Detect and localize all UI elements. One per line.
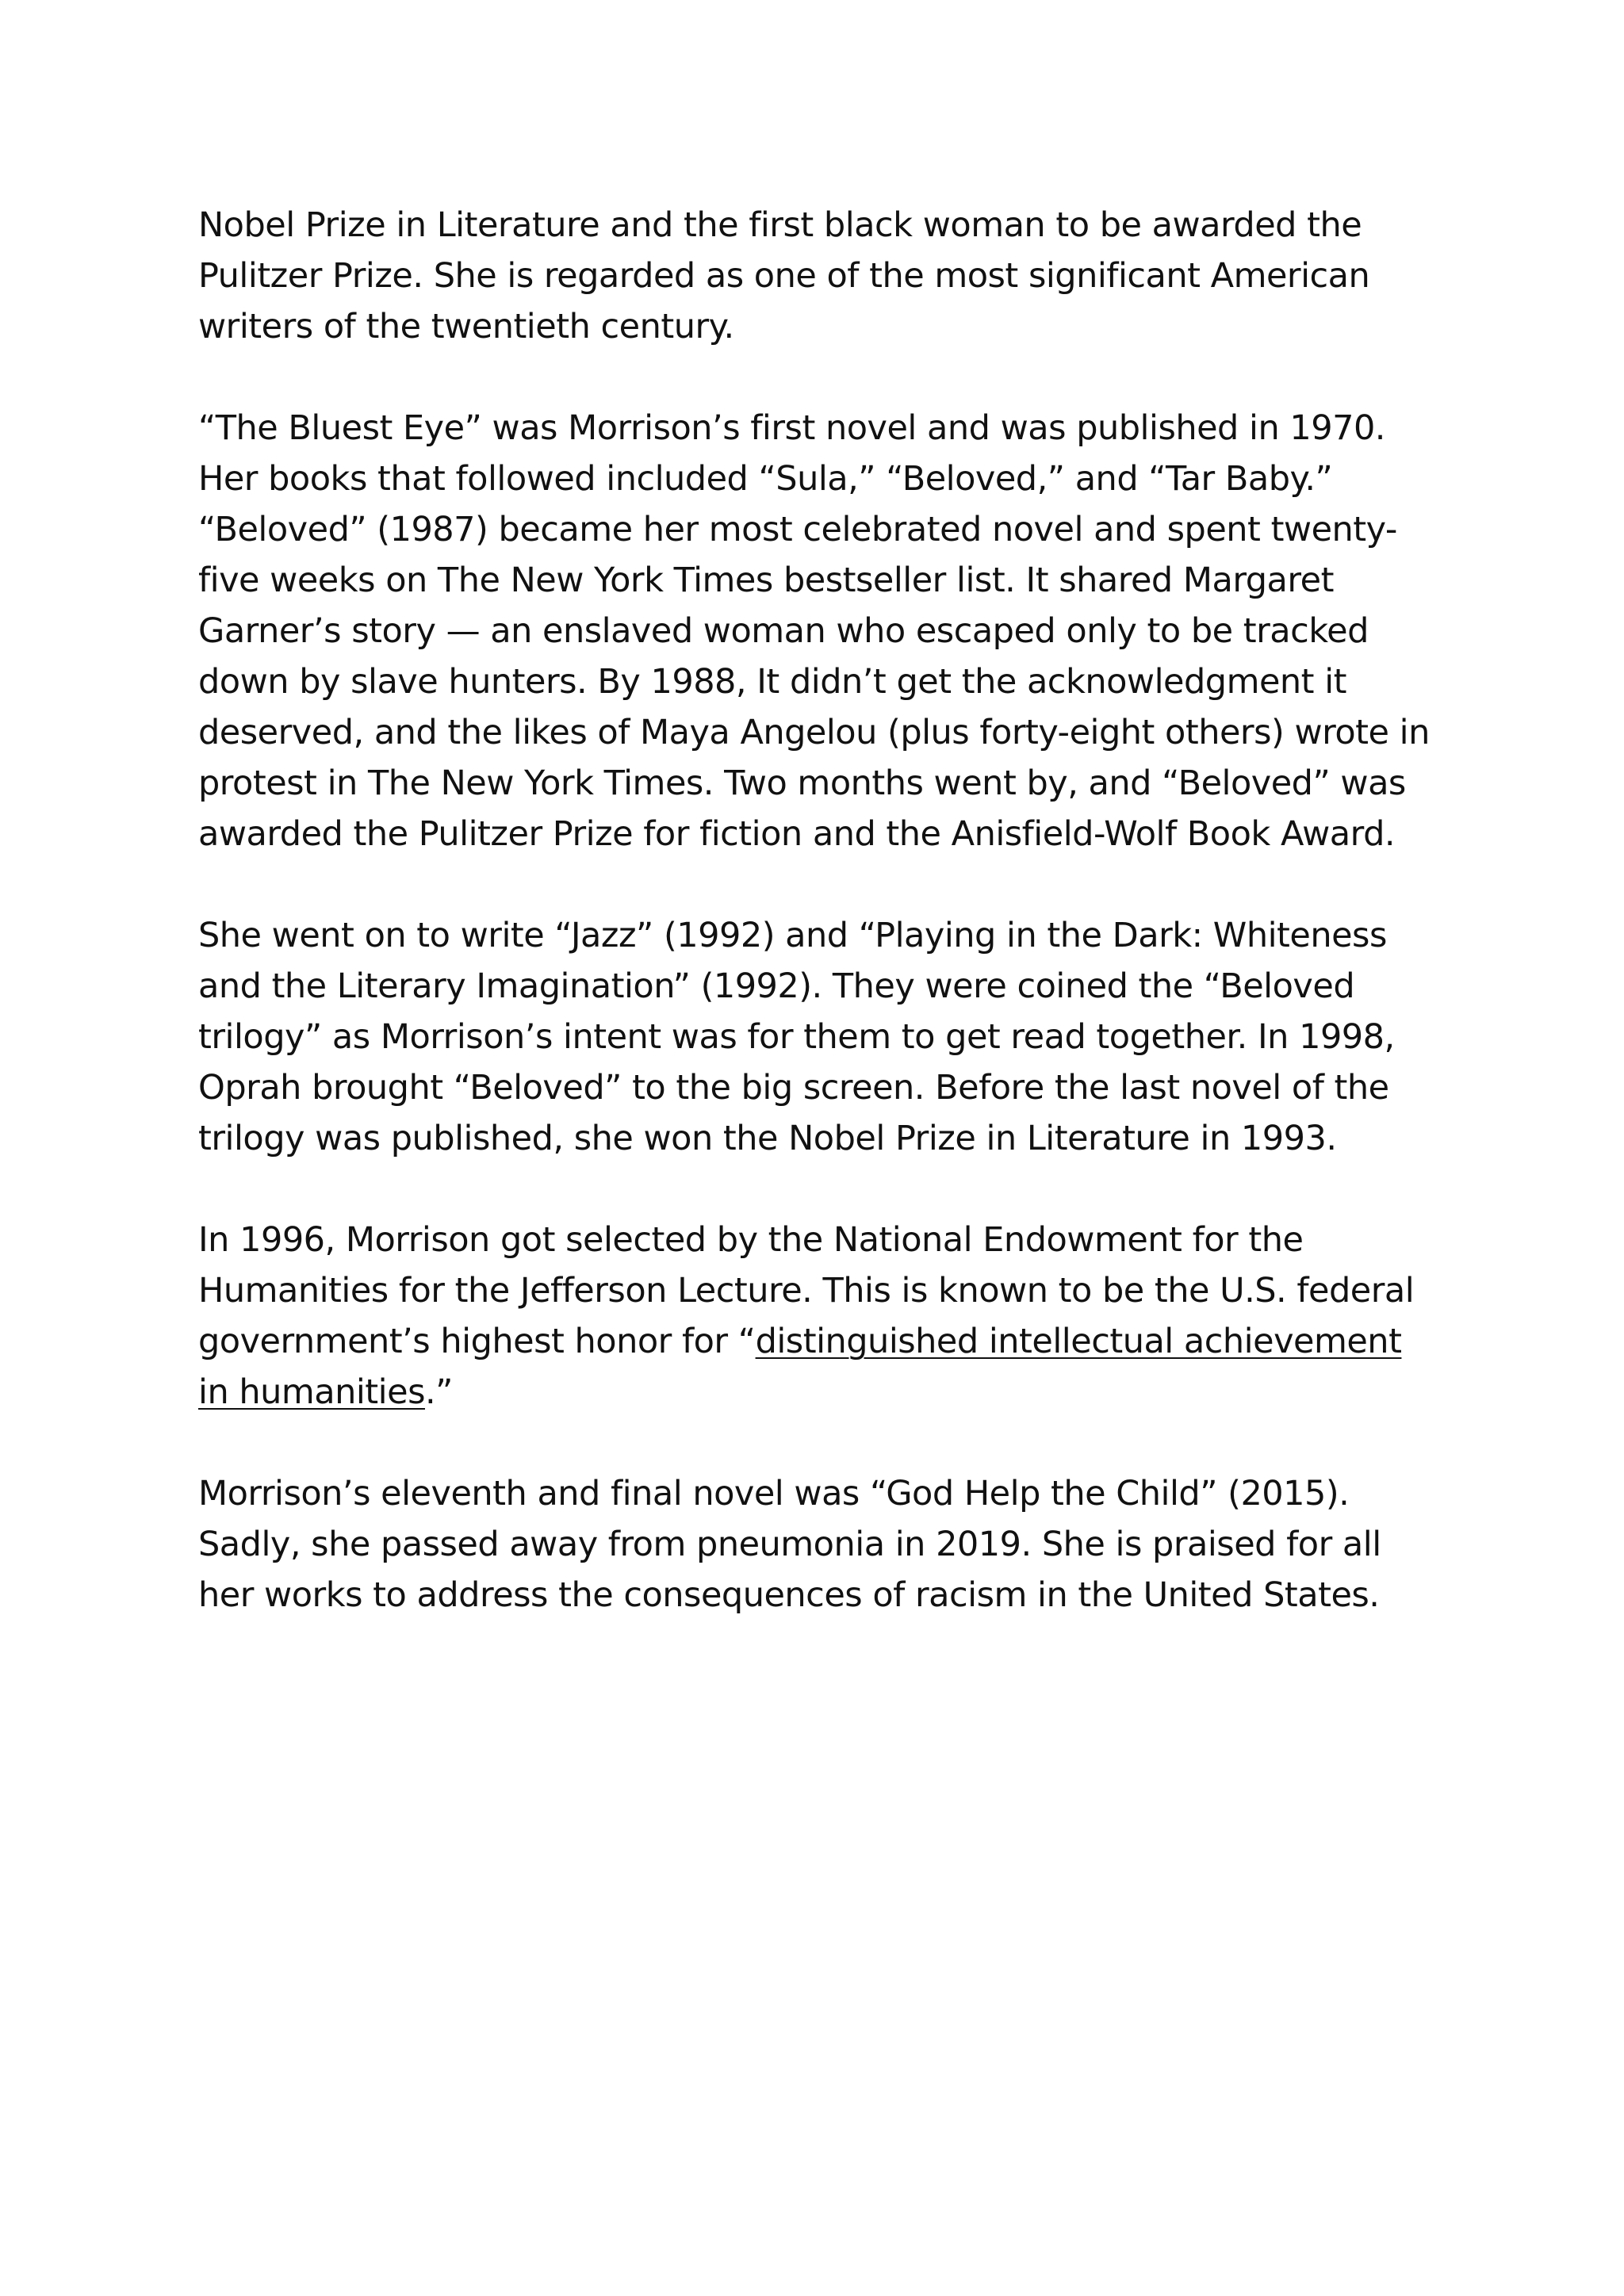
paragraph-3: She went on to write “Jazz” (1992) and “Playing in the Dark: Whiteness and the Literary Imagination” (1992). They were coined the “Beloved trilogy” as Morrison’s intent was for them to get read together. In 1998, Oprah brought “Beloved” to the big screen. Before the last novel of the trilogy was published, she won the Nobel Prize in Literature in 1993. [198, 916, 1395, 1158]
humanities-link[interactable]: distinguished intellectual achievement in humanities [198, 1322, 1402, 1412]
paragraph-4 [198, 1215, 1435, 1418]
paragraph-4-text-before: In 1996, Morrison got selected by the National Endowment for the Humanities for the Jefferson Lecture. This is known to be the U.S. federal government’s highest honor for “ [198, 1220, 1415, 1361]
paragraph-1: Nobel Prize in Literature and the first black woman to be awarded the Pulitzer Prize. She is regarded as one of the most significant American writers of the twentieth century. [198, 205, 1370, 346]
paragraph-4-text-after: .” [424, 1372, 453, 1412]
paragraph-5: Morrison’s eleventh and final novel was “God Help the Child” (2015). Sadly, she passed away from pneumonia in 2019. She is praised for all her works to address the consequences of racism in the United States. [198, 1474, 1381, 1615]
document-body [198, 200, 1435, 1621]
paragraph-2: “The Bluest Eye” was Morrison’s first novel and was published in 1970. Her books that followed included “Sula,” “Beloved,” and “Tar Baby.” “Beloved” (1987) became her most celebrated novel and spent twenty-five weeks on The New York Times bestseller list. It shared Margaret Garner’s story — an enslaved woman who escaped only to be tracked down by slave hunters. By 1988, It didn’t get the acknowledgment it deserved, and the likes of Maya Angelou (plus forty-eight others) wrote in protest in The New York Times. Two months went by, and “Beloved” was awarded the Pulitzer Prize for fiction and the Anisfield-Wolf Book Award. [198, 408, 1430, 854]
